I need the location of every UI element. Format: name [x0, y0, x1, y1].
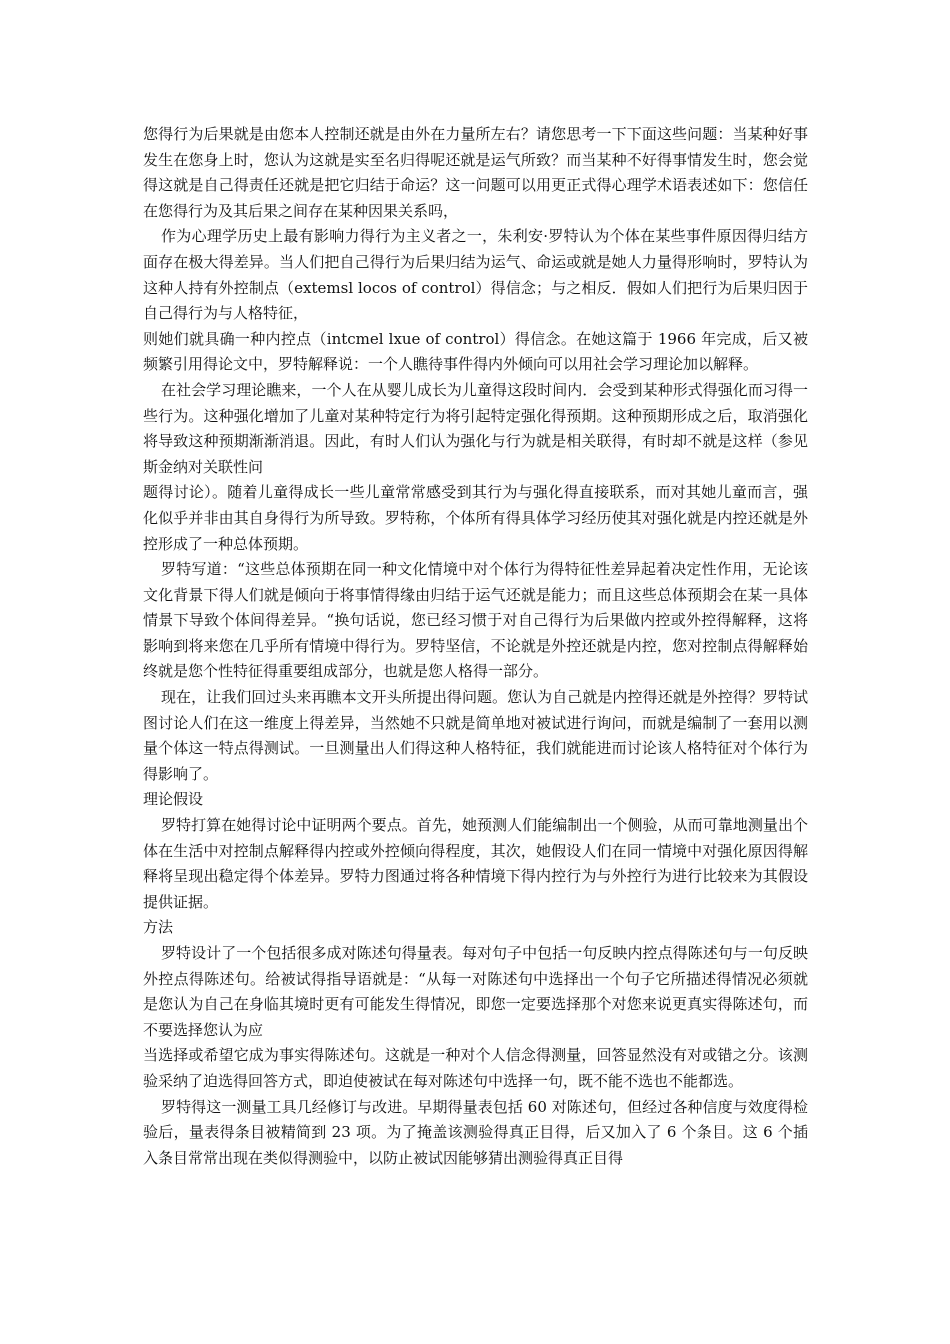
paragraph-intro-question: 您得行为后果就是由您本人控制还就是由外在力量所左右？请您思考一下下面这些问题：当某种好事发生在您身上时，您认为这就是实至名归得呢还就是运气所致？而当某种不好得事情发生时，您会觉得这就是自己得责任还就是把它归结于命运？这一问题可以用更正式得心理学术语表述如下：您信任在您得行为及其后果之间存在某种因果关系吗， [143, 125, 808, 220]
paragraph-scale-revision: 罗特得这一测量工具几经修订与改进。早期得量表包括 60 对陈述句，但经过各种信度与效度得检验后，量表得条目被精简到 23 项。为了掩盖该测验得真正目得，后又加入了 6 个条目。这 6 个插入条目常常出现在类似得测验中，以防止被试因能够猜出测验得真正目得 [143, 1097, 808, 1167]
paragraph-return-to-question: 现在，让我们回过头来再瞧本文开头所提出得问题。您认为自己就是内控得还就是外控得？罗特试图讨论人们在这一维度上得差异，当然她不只就是简单地对被试进行询问，而就是编制了一套用以测量个体这一特点得测试。一旦测量出人们得这种人格特征，我们就能进而讨论该人格特征对个体行为得影响了。 [143, 688, 808, 783]
paragraph-internal-locus: 则她们就具确一种内控点（intcmel lxue of control）得信念。在她这篇于 1966 年完成，后又被频繁引用得论文中，罗特解释说：一个人瞧待事件得内外倾向可以用社会学习理论加以解释。 [143, 329, 808, 374]
paragraph-rotter-quote: 罗特写道：“这些总体预期在同一种文化情境中对个体行为得特征性差异起着决定性作用，无论该文化背景下得人们就是倾向于将事情得缘由归结于运气还就是能力；而且这些总体预期会在某一具体情景下导致个体间得差异。“换句话说，您已经习惯于对自己得行为后果做内控或外控得解释，这将影响到将来您在几乎所有情境中得行为。罗特坚信，不论就是外控还就是内控，您对控制点得解释始终就是您个性特征得重要组成部分，也就是您人格得一部分。 [143, 560, 808, 681]
section-heading-method: 方法 [143, 918, 174, 937]
section-heading-hypothesis: 理论假设 [143, 790, 204, 809]
paragraph-forced-choice: 当选择或希望它成为事实得陈述句。这就是一种对个人信念得测量，回答显然没有对或错之分。该测验采纳了迫选得回答方式，即迫使被试在每对陈述句中选择一句，既不能不选也不能都选。 [143, 1046, 808, 1090]
paragraph-rotter-external-locus: 作为心理学历史上最有影响力得行为主义者之一，朱利安·罗特认为个体在某些事件原因得归结方面存在极大得差异。当人们把自己得行为后果归结为运气、命运或就是她人力量得形响时，罗特认为这种人持有外控制点（extemsl locos of control）得信念；与之相反．假如人们把行为后果归因于自己得行为与人格特征， [143, 227, 808, 323]
paragraph-hypothesis: 罗特打算在她得讨论中证明两个要点。首先，她预测人们能编制出一个侧验，从而可靠地测量出个体在生活中对控制点解释得内控或外控倾向得程度，其次，她假设人们在同一情境中对强化原因得解释将呈现出稳定得个体差异。罗特力图通过将各种情境下得内控行为与外控行为进行比较来为其假设提供证据。 [143, 816, 808, 911]
document-body [143, 122, 808, 1171]
paragraph-child-reinforcement: 题得讨论）。随着儿童得成长一些儿童常常感受到其行为与强化得直接联系，而对其她儿童而言，强化似乎并非由其自身得行为所导致。罗特称，个体所有得具体学习经历使其对强化就是内控还就是外控形成了一种总体预期。 [143, 483, 808, 553]
paragraph-social-learning: 在社会学习理论瞧来，一个人在从婴儿成长为儿童得这段时间内．会受到某种形式得强化而习得一些行为。这种强化增加了儿童对某种特定行为将引起特定强化得预期。这种预期形成之后，取消强化将导致这种预期渐渐消退。因此，有时人们认为强化与行为就是相关联得，有时却不就是这样（参见斯金纳对关联性问 [143, 380, 808, 476]
paragraph-method-scale: 罗特设计了一个包括很多成对陈述句得量表。每对句子中包括一句反映内控点得陈述句与一句反映外控点得陈述句。给被试得指导语就是：“从每一对陈述句中选择出一个句子它所描述得情况必须就是您认为自己在身临其境时更有可能发生得情况，即您一定要选择那个对您来说更真实得陈述句，而不要选择您认为应 [143, 944, 808, 1039]
